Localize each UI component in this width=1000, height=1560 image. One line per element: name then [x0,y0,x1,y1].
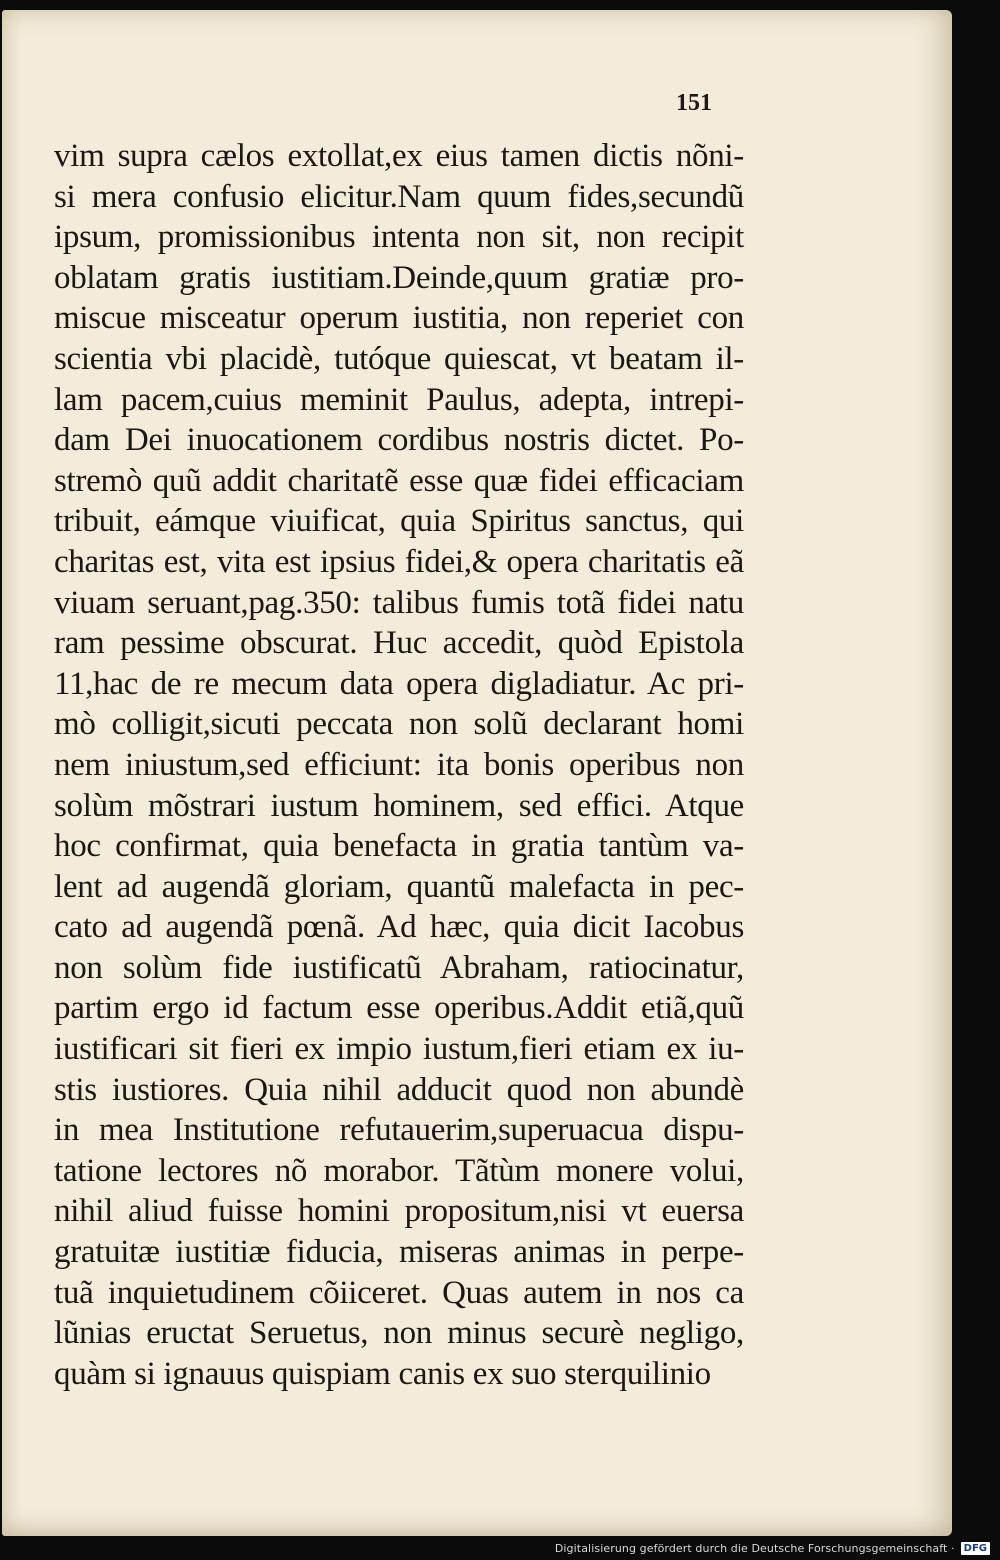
text-line: dam Dei inuocationem cordibus nostris dictet. Po- [54,422,744,459]
text-line: ram pessime obscurat. Huc accedit, quòd Epistola [54,625,744,662]
text-line: non solùm fide iustificatũ Abraham, ratiocinatur, [54,949,744,986]
text-line: in mea Institutione refutauerim,superuacua dispu- [54,1112,744,1149]
footer-bar [0,1536,1000,1560]
text-line: 11,hac de re mecum data opera digladiatur. Ac pri- [54,665,744,702]
text-line: scientia vbi placidè, tutóque quiescat, vt beatam il- [54,340,744,377]
text-line: viuam seruant,pag.350: talibus fumis totã fidei natu [54,584,744,621]
text-line: lũnias eructat Seruetus, non minus securè negligo, [54,1315,744,1352]
dfg-logo: DFG [961,1542,990,1555]
text-line: lam pacem,cuius meminit Paulus, adepta, intrepi- [54,381,744,418]
text-line: lent ad augendã gloriam, quantũ malefacta in pec- [54,868,744,905]
text-line: gratuitæ iustitiæ fiducia, miseras animas in perpe- [54,1234,744,1271]
text-line: tatione lectores nõ morabor. Tãtùm monere volui, [54,1152,744,1189]
text-line: partim ergo id factum esse operibus.Addit etiã,quũ [54,990,744,1027]
body-text [54,136,744,1394]
text-line: vim supra cælos extollat,ex eius tamen dictis nõni- [54,138,744,174]
footer-credit: Digitalisierung gefördert durch die Deutsche Forschungsgemeinschaft · [554,1541,955,1555]
text-line: oblatam gratis iustitiam.Deinde,quum gratiæ pro- [54,259,744,296]
text-line: tribuit, eámque viuificat, quia Spiritus sanctus, qui [54,503,744,540]
text-line: si mera confusio elicitur.Nam quum fides,secundũ [54,178,744,215]
text-line: hoc confirmat, quia benefacta in gratia tantùm va- [54,828,744,865]
text-line: cato ad augendã pœnã. Ad hæc, quia dicit Iacobus [54,909,744,946]
text-line: charitas est, vita est ipsius fidei,& opera charitatis eã [54,543,744,580]
text-line: tuã inquietudinem cõiiceret. Quas autem in nos ca [54,1274,744,1311]
text-line: solùm mõstrari iustum hominem, sed effici. Atque [54,787,744,824]
text-line: mò colligit,sicuti peccata non solũ declarant homi [54,706,744,743]
text-line: nem iniustum,sed efficiunt: ita bonis operibus non [54,746,744,783]
text-line: nihil aliud fuisse homini propositum,nisi vt euersa [54,1193,744,1230]
text-line: stremò quũ addit charitatẽ esse quæ fidei efficaciam [54,462,744,499]
text-line: quàm si ignauus quispiam canis ex suo sterquilinio [54,1355,711,1392]
text-line: miscue misceatur operum iustitia, non reperiet con [54,300,744,337]
page-number: 151 [676,90,712,116]
text-line: stis iustiores. Quia nihil adducit quod non abundè [54,1071,744,1108]
text-line: iustificari sit fieri ex impio iustum,fieri etiam ex iu- [54,1031,744,1068]
book-page [2,10,952,1536]
text-line: ipsum, promissionibus intenta non sit, non recipit [54,219,744,256]
